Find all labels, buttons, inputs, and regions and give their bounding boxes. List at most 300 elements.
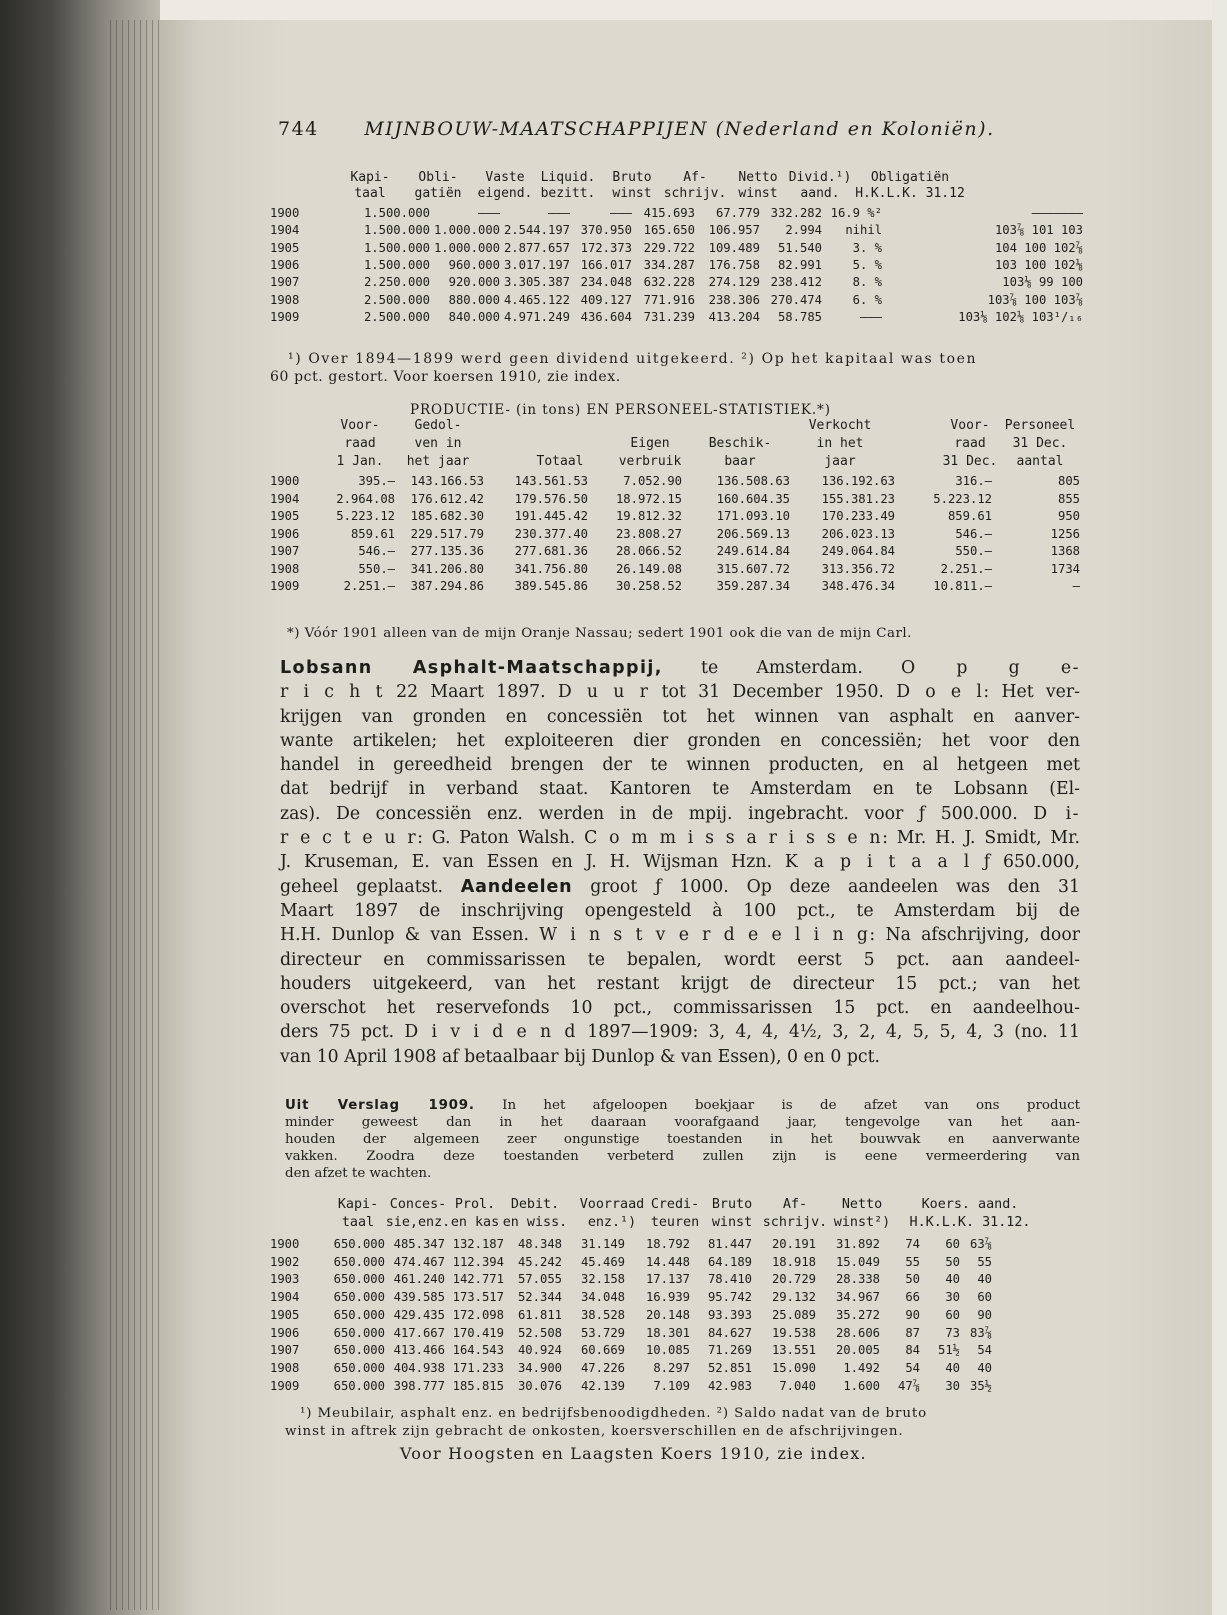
- table1-header: Netto: [738, 170, 778, 185]
- table3-cell: 20.005: [835, 1343, 880, 1358]
- table3-year: 1903: [270, 1272, 300, 1287]
- table3-cell: 42.983: [707, 1378, 752, 1393]
- table1-cell: 270.474: [770, 292, 822, 307]
- table2-cell: 230.377.40: [514, 526, 588, 541]
- table2-cell: 10.811.—: [933, 579, 992, 593]
- description-line: dat bedrijf in verband staat. Kantoren te Amsterdam en te Lobsann (El-: [280, 779, 1080, 800]
- table3-cell: 650.000: [333, 1360, 385, 1375]
- description-line: handel in gereedheid brengen der te winnen producten, en al hetgeen met: [280, 755, 1080, 776]
- table1-cell: 920.000: [448, 275, 500, 290]
- description-line: directeur en commissarissen te bepalen, wordt eerst 5 pct. aan aandeel-: [280, 949, 1080, 970]
- table3-cell: 7.040: [779, 1378, 816, 1393]
- table3-cell: 83⅞: [969, 1325, 992, 1340]
- table1-header: taal: [354, 186, 386, 201]
- table2-cell: 1368: [1050, 544, 1080, 558]
- section-label: C o m m i s s a r i s s e n: [584, 828, 883, 849]
- description-line: zas). De concessiën enz. werden in de mpij. ingebracht. voor ƒ 500.000. D i-: [280, 803, 1080, 824]
- description-line: overschot het reservefonds 10 pct., commissarissen 15 pct. en aandeelhou-: [280, 998, 1080, 1019]
- table2-cell: 2.251.—: [343, 579, 395, 593]
- table3-cell: 34.900: [517, 1360, 562, 1375]
- table3-cell: 439.585: [393, 1290, 445, 1305]
- table3-header: H.K.L.K. 31.12.: [909, 1215, 1031, 1230]
- table2-cell: 28.066.52: [615, 544, 682, 558]
- description-line: wante artikelen; het exploiteeren dier gronden en concessiën; het voor den: [280, 730, 1080, 751]
- table2-cell: 155.381.23: [821, 491, 895, 506]
- table2-cell: 389.545.86: [514, 579, 588, 593]
- table3-cell: 170.419: [452, 1325, 504, 1340]
- table2-cell: 185.682.30: [410, 509, 484, 523]
- table1-cell: 334.287: [643, 257, 695, 272]
- table3-cell: 28.606: [835, 1325, 880, 1340]
- table1-cell: 103⅛ 99 100: [1002, 275, 1083, 290]
- table3-cell: 404.938: [393, 1360, 445, 1375]
- table1-year: 1907: [270, 275, 300, 290]
- section-label: r i c h t: [280, 682, 384, 703]
- table3-cell: 474.467: [393, 1254, 445, 1269]
- table2-cell: 249.614.84: [716, 544, 790, 558]
- table3-cell: 40: [977, 1272, 992, 1287]
- table3-cell: 47.226: [580, 1360, 625, 1375]
- table2-cell: 805: [1057, 474, 1080, 488]
- table3-cell: 81.447: [707, 1237, 752, 1251]
- page-top-edge: [160, 0, 1227, 22]
- table3-cell: 84: [905, 1343, 920, 1358]
- table2-header: baar: [724, 454, 756, 469]
- table3-cell: 66: [905, 1290, 920, 1305]
- table3-cell: 417.667: [393, 1325, 445, 1340]
- section-label: D u u r: [557, 682, 650, 703]
- table3-year: 1907: [270, 1343, 300, 1358]
- table2-year: 1909: [270, 579, 300, 593]
- table1-cell: 8. %: [852, 275, 882, 290]
- table3-year: 1905: [270, 1307, 300, 1322]
- table3-cell: 413.466: [393, 1343, 445, 1358]
- table1-cell: 2.877.657: [503, 240, 570, 255]
- table2-year: 1904: [270, 491, 300, 506]
- table2-cell: 2.251.—: [940, 561, 992, 576]
- table3-cell: 60: [977, 1290, 992, 1305]
- table1-header: Af-: [683, 170, 707, 185]
- table1-cell: 58.785: [777, 309, 822, 324]
- table3-header: schrijv.: [762, 1215, 828, 1230]
- table1-cell: 103 100 102⅛: [994, 257, 1083, 272]
- table1-cell: 103⅞ 100 103⅞: [987, 292, 1083, 307]
- table3-cell: 30: [945, 1290, 960, 1305]
- table1-cell: 2.500.000: [363, 292, 430, 307]
- table2-header: 31 Dec.: [1012, 436, 1068, 451]
- table3-header: Debit.: [510, 1197, 560, 1212]
- table3-header: en wiss.: [502, 1215, 568, 1230]
- table1-cell: 2.544.197: [503, 223, 570, 238]
- table2-cell: 18.972.15: [615, 491, 682, 506]
- table1-year: 1908: [270, 292, 300, 307]
- section-label: D i v i d e n d: [404, 1022, 577, 1043]
- table1-cell: 103⅞ 101 103: [994, 223, 1083, 238]
- table3-cell: 14.448: [645, 1254, 690, 1269]
- table2-cell: 315.607.72: [716, 561, 790, 576]
- table3-cell: 7.109: [653, 1378, 690, 1393]
- table2-year: 1900: [270, 474, 300, 488]
- table3-cell: 30: [945, 1378, 960, 1393]
- table2-cell: 855: [1057, 491, 1080, 506]
- table1-header: winst: [738, 186, 778, 201]
- table1-cell: 4.465.122: [503, 292, 570, 307]
- table3-cell: 54: [905, 1360, 920, 1375]
- table1-cell: 436.604: [580, 309, 632, 324]
- table3-cell: 32.158: [580, 1272, 625, 1287]
- table3-cell: 650.000: [333, 1378, 385, 1393]
- table1-cell: 165.650: [643, 223, 695, 238]
- table3-cell: 132.187: [452, 1237, 504, 1251]
- table3-cell: 74: [905, 1237, 920, 1251]
- table1-note-2: 60 pct. gestort. Voor koersen 1910, zie index.: [270, 369, 621, 385]
- table3-cell: 15.049: [835, 1254, 880, 1269]
- table3-cell: 60: [945, 1237, 960, 1251]
- table2-cell: 136.508.63: [716, 474, 790, 488]
- table1-header: gatiën: [414, 186, 462, 201]
- table1-header: bezitt.: [540, 186, 596, 201]
- table2-cell: 171.093.10: [716, 509, 790, 523]
- table2-cell: 546.—: [358, 544, 395, 558]
- table3-cell: 19.538: [771, 1325, 816, 1340]
- table1-cell: 238.306: [708, 292, 760, 307]
- table3-cell: 64.189: [707, 1254, 752, 1269]
- table3-cell: 40: [977, 1360, 992, 1375]
- table2-cell: 191.445.42: [514, 509, 588, 523]
- table1-note-1: ¹) Over 1894—1899 werd geen dividend uitgekeerd. ²) Op het kapitaal was toen: [288, 351, 978, 367]
- table3-cell: 52.851: [707, 1360, 752, 1375]
- table3-year: 1900: [270, 1237, 300, 1251]
- table2-header: Gedol-: [414, 418, 462, 433]
- table3-header: Kapi-: [337, 1197, 379, 1212]
- table3-cell: 16.939: [645, 1290, 690, 1305]
- table1-header: Kapi-: [350, 170, 390, 185]
- table3-header: Prol.: [454, 1197, 496, 1212]
- table1-header: Liquid.: [540, 170, 596, 185]
- table1-header: schrijv.: [663, 186, 727, 201]
- table1-cell: nihil: [845, 223, 882, 238]
- section-label: D i-: [1033, 803, 1080, 824]
- description-line: Maart 1897 de inschrijving opengesteld à 100 pct., te Amsterdam bij de: [280, 900, 1080, 921]
- table2-cell: 19.812.32: [615, 509, 682, 523]
- table3-cell: 40.924: [517, 1343, 562, 1358]
- table2-cell: 950: [1057, 509, 1080, 523]
- table3-cell: 52.344: [517, 1290, 562, 1305]
- table1-cell: 238.412: [770, 275, 822, 290]
- table1-header: Obligatiën: [870, 170, 950, 185]
- table1-cell: 6. %: [852, 292, 882, 307]
- table3-cell: 650.000: [333, 1325, 385, 1340]
- table1-year: 1905: [270, 240, 300, 255]
- table2-header: Voor-: [340, 418, 380, 433]
- table1-cell: 1.500.000: [363, 223, 430, 238]
- financial-table-1: [270, 170, 1083, 360]
- table3-cell: 60.669: [580, 1343, 625, 1358]
- table3-cell: 53.729: [580, 1325, 625, 1340]
- table3-header: Af-: [782, 1197, 808, 1212]
- table2-cell: 229.517.79: [410, 526, 484, 541]
- table1-cell: 109.489: [708, 240, 760, 255]
- table1-cell: 103⅛ 102⅛ 103¹/₁₆: [958, 309, 1083, 324]
- description-line: geheel geplaatst. Aandeelen groot ƒ 1000. Op deze aandeelen was den 31: [280, 876, 1080, 897]
- table2-cell: 249.064.84: [821, 544, 895, 558]
- description-line: r i c h t 22 Maart 1897. D u u r tot 31 December 1950. D o e l: Het ver-: [280, 682, 1080, 703]
- table2-cell: 341.756.80: [514, 561, 588, 576]
- table1-cell: 234.048: [580, 275, 632, 290]
- table1-cell: 771.916: [643, 292, 695, 307]
- page-number: 744: [278, 118, 319, 140]
- table2-cell: 546.—: [955, 526, 992, 541]
- table3-cell: 650.000: [333, 1343, 385, 1358]
- section-label: O p g e-: [901, 658, 1080, 678]
- table3-cell: 57.055: [517, 1272, 562, 1287]
- table3-cell: 142.771: [452, 1272, 504, 1287]
- report-line: minder geweest dan in het daaraan voorafgaand jaar, tengevolge van het aan-: [285, 1115, 1080, 1130]
- description-line: Lobsann Asphalt-Maatschappij, te Amsterdam. O p g e-: [280, 658, 1080, 678]
- table2-cell: 395.—: [358, 474, 395, 488]
- table1-cell: 3.017.197: [503, 257, 570, 272]
- table3-year: 1906: [270, 1325, 300, 1340]
- financial-table-3: [270, 1197, 1085, 1407]
- table1-header: winst: [612, 186, 652, 201]
- table1-cell: 415.693: [643, 206, 695, 220]
- table2-header: 31 Dec.: [942, 454, 998, 469]
- table2-header: jaar: [824, 454, 856, 469]
- table3-cell: 28.338: [835, 1272, 880, 1287]
- table2-cell: 5.223.12: [933, 491, 992, 506]
- table3-cell: 40: [945, 1272, 960, 1287]
- table2-header: het jaar: [406, 454, 470, 469]
- table2-header: aantal: [1016, 454, 1064, 469]
- table3-cell: 1.492: [843, 1360, 880, 1375]
- section-label: K a p i t a a l: [784, 852, 971, 873]
- book-page-stack: [0, 0, 175, 1615]
- table3-cell: 47⅞: [897, 1378, 920, 1393]
- table3-cell: 45.242: [517, 1254, 562, 1269]
- table2-cell: 170.233.49: [821, 509, 895, 523]
- table3-cell: 398.777: [393, 1378, 445, 1393]
- page-right-edge: [1212, 0, 1227, 1615]
- table2-cell: 1256: [1050, 526, 1080, 541]
- table3-cell: 31.892: [835, 1237, 880, 1251]
- table3-cell: 63⅞: [969, 1237, 992, 1251]
- table3-cell: 50: [905, 1272, 920, 1287]
- table1-cell: 1.500.000: [363, 206, 430, 220]
- report-line: Uit Verslag 1909. In het afgeloopen boekjaar is de afzet van ons product: [285, 1098, 1080, 1113]
- table2-header: Personeel: [1004, 418, 1076, 433]
- table3-cell: 13.551: [771, 1343, 816, 1358]
- table2-cell: 387.294.86: [410, 579, 484, 593]
- table1-cell: 82.991: [777, 257, 822, 272]
- table3-cell: 172.098: [452, 1307, 504, 1322]
- table3-cell: 84.627: [707, 1325, 752, 1340]
- table3-header: Koers. aand.: [921, 1197, 1019, 1212]
- description-line: houders uitgekeerd, van het restant krijgt de directeur 15 pct.; van het: [280, 973, 1080, 994]
- table3-cell: 164.543: [452, 1343, 504, 1358]
- table3-cell: 61.811: [517, 1307, 562, 1322]
- table2-cell: 5.223.12: [336, 509, 395, 523]
- description-line: ders 75 pct. D i v i d e n d 1897—1909: 3, 4, 4, 4½, 3, 2, 4, 5, 5, 4, 3 (no. 11: [280, 1022, 1080, 1043]
- table3-cell: 30.076: [517, 1378, 562, 1393]
- description-line: krijgen van gronden en concessiën tot het winnen van asphalt en aanver-: [280, 706, 1080, 727]
- table2-cell: 341.206.80: [410, 561, 484, 576]
- table1-cell: 172.373: [580, 240, 632, 255]
- table3-cell: 15.090: [771, 1360, 816, 1375]
- table1-cell: 731.239: [643, 309, 695, 324]
- table2-cell: 1734: [1050, 561, 1080, 576]
- table3-cell: 171.233: [452, 1360, 504, 1375]
- table3-cell: 60: [945, 1307, 960, 1322]
- table3-cell: 25.089: [771, 1307, 816, 1322]
- table2-header: verbruik: [618, 454, 682, 469]
- table1-cell: ———: [609, 206, 632, 220]
- table1-year: 1904: [270, 223, 300, 238]
- description-line: H.H. Dunlop & van Essen. W i n s t v e r d e e l i n g: Na afschrijving, door: [280, 925, 1080, 946]
- table1-year: 1900: [270, 206, 300, 220]
- table2-cell: 316.—: [955, 474, 992, 488]
- table1-cell: 5. %: [852, 257, 882, 272]
- table2-year: 1906: [270, 526, 300, 541]
- table1-cell: 1.000.000: [433, 223, 500, 238]
- table3-header: taal: [341, 1215, 375, 1230]
- table3-header: winst: [711, 1215, 753, 1230]
- table2-cell: —: [1072, 579, 1080, 593]
- table1-cell: 51.540: [777, 240, 822, 255]
- table1-cell: 632.228: [643, 275, 695, 290]
- page-title: MIJNBOUW-MAATSCHAPPIJEN (Nederland en Koloniën).: [364, 118, 995, 140]
- description-line: r e c t e u r: G. Paton Walsh. C o m m i s s a r i s s e n: Mr. H. J. Smidt, Mr.: [280, 828, 1080, 849]
- table1-cell: 3. %: [852, 240, 882, 255]
- company-name: Lobsann Asphalt-Maatschappij,: [280, 658, 663, 678]
- table3-cell: 10.085: [645, 1343, 690, 1358]
- table3-cell: 485.347: [393, 1237, 445, 1251]
- table1-cell: 16.9 %²: [830, 206, 882, 220]
- table3-cell: 90: [905, 1307, 920, 1322]
- table2-header: 1 Jan.: [336, 454, 384, 469]
- section-label: D o e l: [896, 682, 984, 703]
- table3-cell: 51½: [937, 1343, 960, 1358]
- table3-cell: 34.967: [835, 1290, 880, 1305]
- table3-cell: 34.048: [580, 1290, 625, 1305]
- table3-header: Bruto: [711, 1197, 753, 1212]
- table2-header: Eigen: [630, 436, 670, 451]
- table1-cell: 840.000: [448, 309, 500, 324]
- table3-cell: 29.132: [771, 1290, 816, 1305]
- table1-cell: 229.722: [643, 240, 695, 255]
- table3-cell: 20.191: [771, 1237, 816, 1251]
- table2-header: raad: [954, 436, 986, 451]
- table3-year: 1908: [270, 1360, 300, 1375]
- table2-cell: 277.681.36: [514, 544, 588, 558]
- table2-cell: 176.612.42: [410, 491, 484, 506]
- table2-cell: 23.808.27: [615, 526, 682, 541]
- table3-cell: 42.139: [580, 1378, 625, 1393]
- table3-cell: 185.815: [452, 1378, 504, 1393]
- table3-header: winst²): [833, 1215, 891, 1230]
- table1-cell: 880.000: [448, 292, 500, 307]
- table3-header: Conces-: [389, 1197, 447, 1212]
- table3-cell: 650.000: [333, 1290, 385, 1305]
- table3-cell: 50: [945, 1254, 960, 1269]
- page-header: [278, 118, 995, 140]
- table3-header: enz.¹): [587, 1215, 637, 1230]
- table3-cell: 93.393: [707, 1307, 752, 1322]
- table1-cell: ———: [477, 206, 500, 220]
- table3-cell: 429.435: [393, 1307, 445, 1322]
- report-line: vakken. Zoodra deze toestanden verbeterd zullen zijn is eene vermeerdering van: [285, 1149, 1080, 1164]
- table3-year: 1902: [270, 1254, 300, 1269]
- table1-cell: 1.000.000: [433, 240, 500, 255]
- table3-cell: 20.729: [771, 1272, 816, 1287]
- table1-cell: ———: [547, 206, 570, 220]
- table1-header: Obli-: [418, 170, 458, 185]
- table3-year: 1909: [270, 1378, 300, 1393]
- table2-cell: 348.476.34: [821, 579, 895, 593]
- table1-cell: 4.971.249: [503, 309, 570, 324]
- table2-cell: 26.149.08: [615, 561, 682, 576]
- table1-header: aand.: [800, 186, 840, 201]
- table2-year: 1907: [270, 544, 300, 558]
- table3-cell: 40: [945, 1360, 960, 1375]
- table2-cell: 550.—: [358, 561, 395, 576]
- table3-cell: 650.000: [333, 1254, 385, 1269]
- description-line: J. Kruseman, E. van Essen en J. H. Wijsman Hzn. K a p i t a a l ƒ 650.000,: [280, 852, 1080, 873]
- table3-header: Voorraad: [579, 1197, 645, 1212]
- table3-cell: 650.000: [333, 1307, 385, 1322]
- production-table: [270, 418, 1080, 628]
- company-description: [280, 656, 1080, 1069]
- table1-cell: ———————: [1031, 206, 1083, 220]
- section-label: r e c t e u r: [280, 828, 418, 849]
- table1-cell: 176.758: [708, 257, 760, 272]
- table3-cell: 17.137: [645, 1272, 690, 1287]
- table3-cell: 38.528: [580, 1307, 625, 1322]
- table2-cell: 179.576.50: [514, 491, 588, 506]
- table2-cell: 143.561.53: [514, 474, 588, 488]
- table3-cell: 20.148: [645, 1307, 690, 1322]
- table3-cell: 78.410: [707, 1272, 752, 1287]
- table1-cell: 413.204: [708, 309, 760, 324]
- table2-cell: 206.569.13: [716, 526, 790, 541]
- table3-header: sie,enz.: [385, 1215, 451, 1230]
- table1-header: Bruto: [612, 170, 652, 185]
- table1-header: Vaste: [485, 170, 525, 185]
- table3-year: 1904: [270, 1290, 300, 1305]
- table2-year: 1905: [270, 509, 300, 523]
- table1-cell: 1.500.000: [363, 240, 430, 255]
- table1-header: Divid.¹): [788, 170, 852, 185]
- table3-cell: 48.348: [517, 1237, 562, 1251]
- table1-header: H.K.L.K. 31.12: [855, 186, 965, 201]
- table1-cell: 106.957: [708, 223, 760, 238]
- table2-header: raad: [344, 436, 376, 451]
- table3-cell: 73: [945, 1325, 960, 1340]
- table2-cell: 206.023.13: [821, 526, 895, 541]
- table3-header: teuren: [650, 1215, 700, 1230]
- table3-note-1: ¹) Meubilair, asphalt enz. en bedrijfsbenoodigdheden. ²) Saldo nadat van de bruto: [300, 1406, 928, 1421]
- table1-cell: 2.250.000: [363, 275, 430, 290]
- table3-cell: 95.742: [707, 1290, 752, 1305]
- table2-note: *) Vóór 1901 alleen van de mijn Oranje Nassau; sedert 1901 ook die van de mijn Carl.: [287, 626, 912, 641]
- table3-cell: 112.394: [452, 1254, 504, 1269]
- table3-cell: 18.918: [771, 1254, 816, 1269]
- description-line: van 10 April 1908 af betaalbaar bij Dunlop & van Essen), 0 en 0 pct.: [280, 1046, 881, 1067]
- table2-header: ven in: [414, 436, 462, 451]
- table1-cell: 3.305.387: [503, 275, 570, 290]
- table3-cell: 35½: [969, 1378, 992, 1393]
- table3-header: en kas: [450, 1215, 500, 1230]
- table3-cell: 1.600: [843, 1378, 880, 1393]
